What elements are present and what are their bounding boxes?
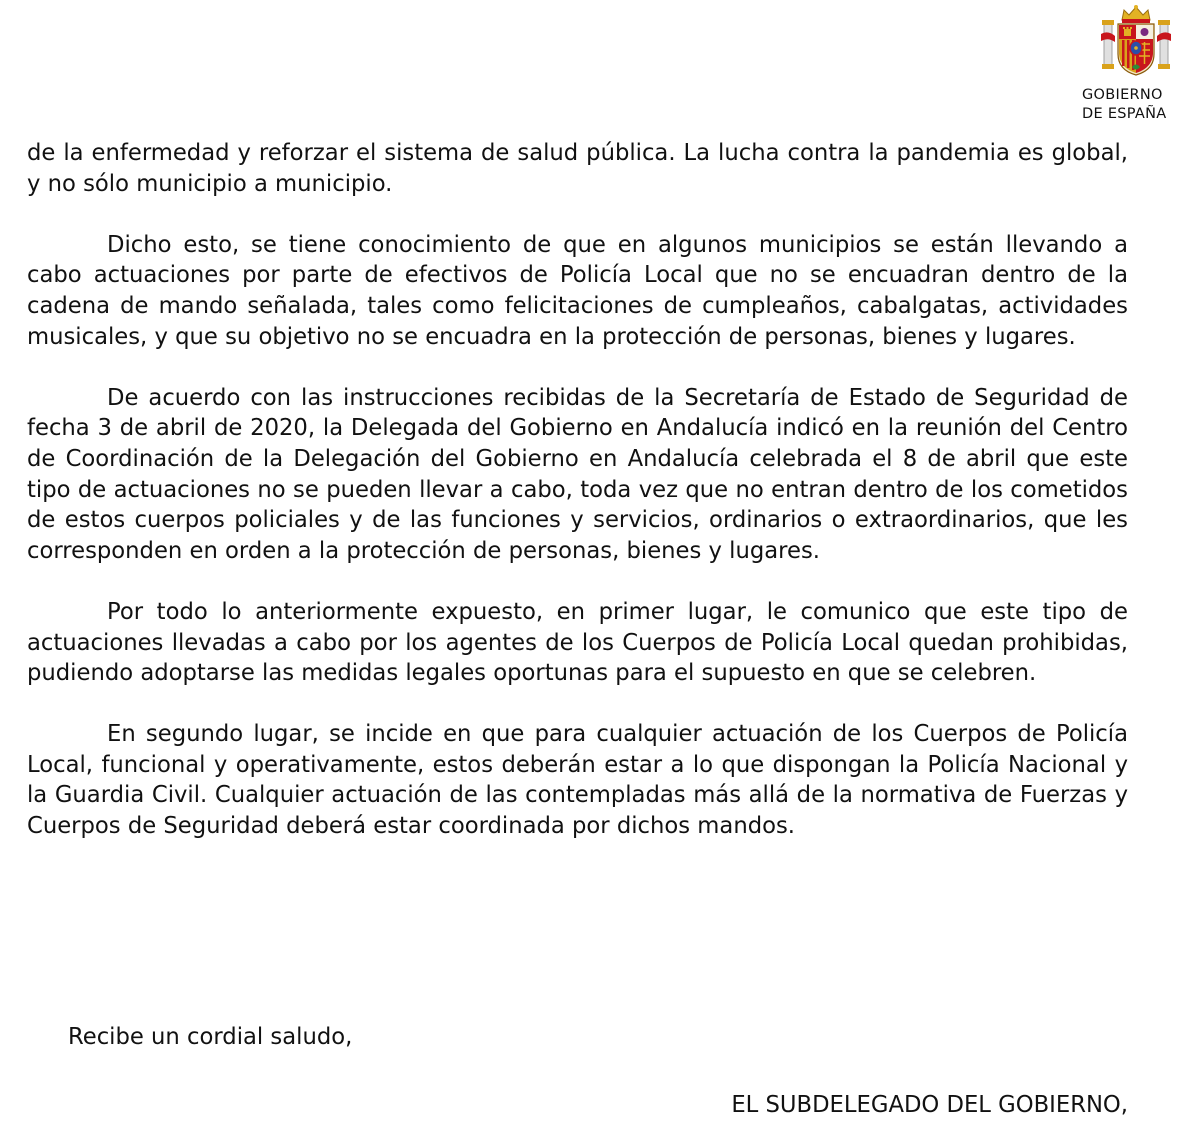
government-label-line2: DE ESPAÑA [1082, 106, 1167, 122]
government-label [1082, 86, 1167, 124]
coat-of-arms-of-spain-icon [1098, 4, 1174, 78]
letter-body [27, 138, 1128, 872]
letter-closing: Recibe un cordial saludo, [68, 1024, 353, 1050]
letter-paragraph: de la enfermedad y reforzar el sistema de salud pública. La lucha contra la pandemia es global, y no sólo municipio a municipio. [27, 140, 1128, 197]
letter-paragraph: En segundo lugar, se incide en que para cualquier actuación de los Cuerpos de Policía Local, funcional y operativamente, estos deberán estar a lo que dispongan la Policía Nacional y la Guardia Civil. Cualquier actuación de las contempladas más allá de la normativa de Fuerzas y Cuerpos de Seguridad deberá estar coordinada por dichos mandos. [27, 721, 1128, 840]
letter-paragraph: Por todo lo anteriormente expuesto, en primer lugar, le comunico que este tipo de actuaciones llevadas a cabo por los agentes de los Cuerpos de Policía Local quedan prohibidas, pudiendo adoptarse las medidas legales oportunas para el supuesto en que se celebren. [27, 598, 1128, 687]
letter-paragraph: Dicho esto, se tiene conocimiento de que en algunos municipios se están llevando a cabo actuaciones por parte de efectivos de Policía Local que no se encuadran dentro de la cadena de mando señalada, tales como felicitaciones de cumpleaños, cabalgatas, actividades musicales, y que su objetivo no se encuadra en la protección de personas, bienes y lugares. [27, 231, 1128, 350]
government-label-line1: GOBIERNO [1082, 87, 1163, 103]
letter-paragraph: De acuerdo con las instrucciones recibidas de la Secretaría de Estado de Seguridad de fecha 3 de abril de 2020, la Delegada del Gobierno en Andalucía indicó en la reunión del Centro de Coordinación de la Delegación del Gobierno en Andalucía celebrada el 8 de abril que este tipo de actuaciones no se pueden llevar a cabo, toda vez que no entran dentro de los cometidos de estos cuerpos policiales y de las funciones y servicios, ordinarios o extraordinarios, que les corresponden en orden a la protección de personas, bienes y lugares. [27, 384, 1128, 564]
signature-title: EL SUBDELEGADO DEL GOBIERNO, [731, 1092, 1128, 1118]
government-header [1060, 0, 1200, 130]
